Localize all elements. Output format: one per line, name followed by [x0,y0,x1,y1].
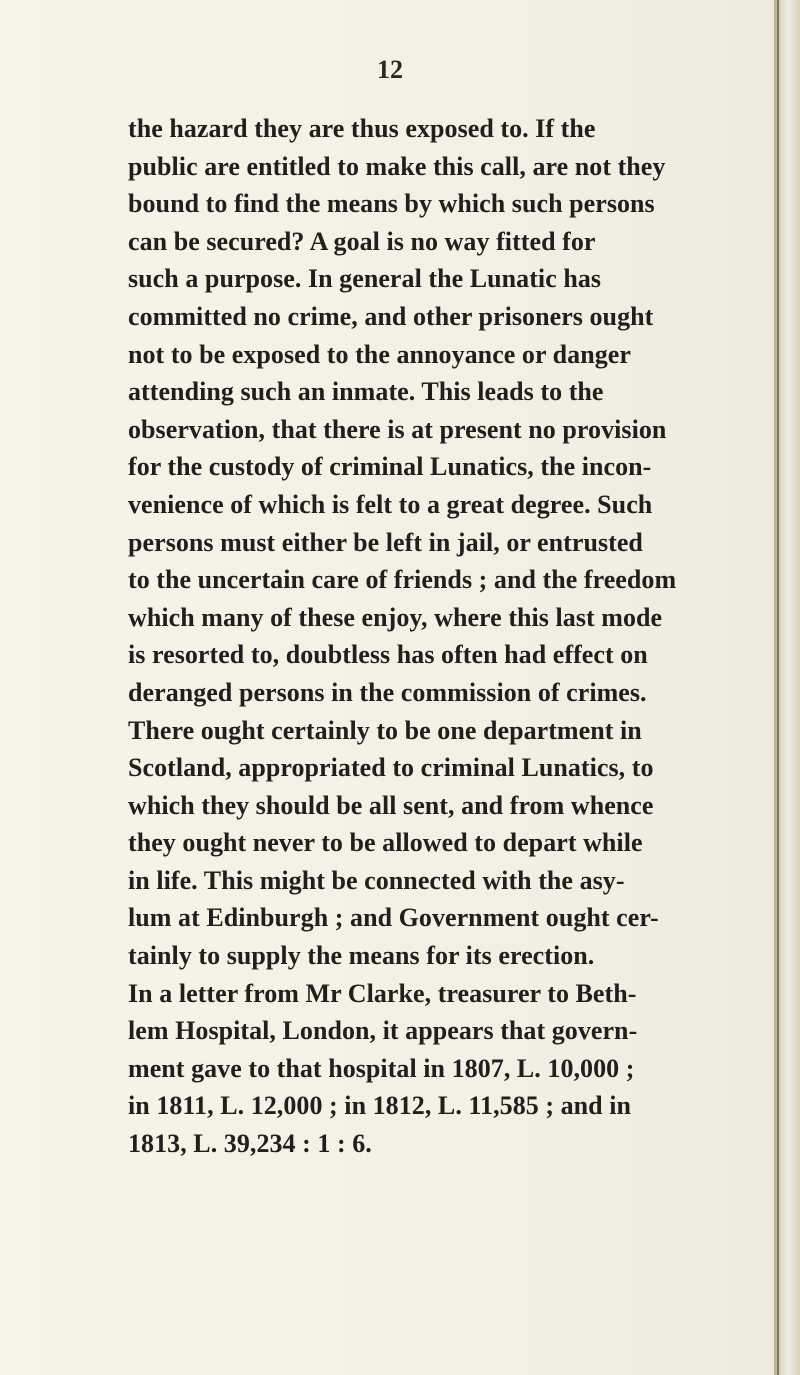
text-line: is resorted to, doubtless has often had effect on [128,640,648,670]
text-line: such a purpose. In general the Lunatic has [128,264,602,294]
text-line: in 1811, L. 12,000 ; in 1812, L. 11,585 ; and in [128,1091,632,1121]
text-line: bound to find the means by which such persons [128,189,655,219]
text-line: which they should be all sent, and from whence [128,790,654,820]
text-line: deranged persons in the commission of crimes. [128,677,647,707]
text-line: In a letter from Mr Clarke, treasurer to Beth- [128,978,637,1008]
text-line: they ought never to be allowed to depart while [128,828,643,858]
text-line: which many of these enjoy, where this last mode [128,602,663,632]
text-line: ment gave to that hospital in 1807, L. 10,000 ; [128,1053,635,1083]
text-line: venience of which is felt to a great degree. Such [128,489,653,519]
text-line: lum at Edinburgh ; and Government ought cer- [128,903,659,933]
text-line: lem Hospital, London, it appears that govern- [128,1016,638,1046]
text-line: 1813, L. 39,234 : 1 : 6. [128,1129,372,1159]
text-line: There ought certainly to be one department in [128,715,642,745]
text-line: in life. This might be connected with the asy- [128,865,625,895]
text-line: the hazard they are thus exposed to. If the [128,114,596,143]
body-text [128,110,688,1163]
text-line: to the uncertain care of friends ; and the freedom [128,565,677,595]
text-line: committed no crime, and other prisoners ought [128,301,654,331]
text-line: persons must either be left in jail, or entrusted [128,527,643,557]
text-line: for the custody of criminal Lunatics, the incon- [128,452,652,482]
text-line: tainly to supply the means for its erection. [128,941,595,971]
text-line: can be secured? A goal is no way fitted for [128,226,596,256]
text-line: Scotland, appropriated to criminal Lunatics, to [128,753,654,783]
page-edge [777,0,779,1375]
page-number: 12 [377,55,403,84]
text-line: attending such an inmate. This leads to the [128,377,604,407]
text-line: public are entitled to make this call, are not they [128,151,666,181]
text-line: observation, that there is at present no provision [128,414,667,444]
text-line: not to be exposed to the annoyance or danger [128,339,631,369]
